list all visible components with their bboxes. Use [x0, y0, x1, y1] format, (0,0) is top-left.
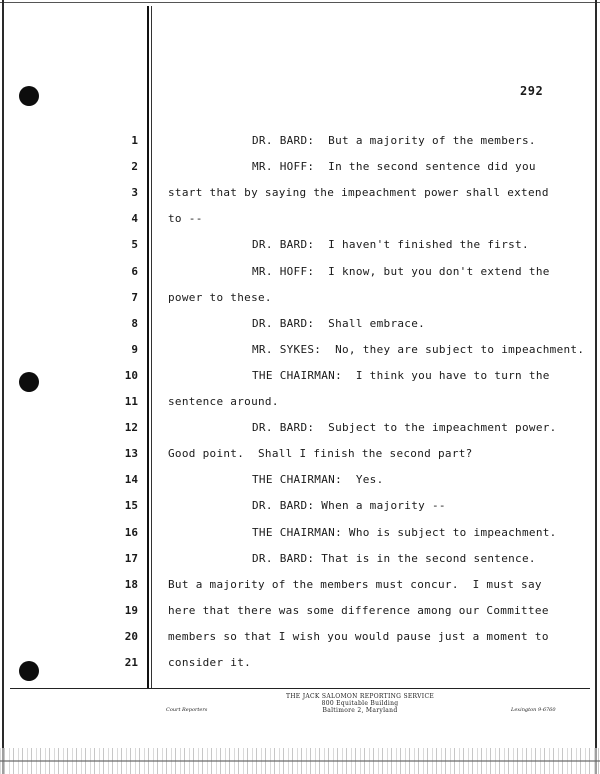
line-text: consider it.	[168, 656, 252, 669]
line-number: 3	[131, 186, 138, 200]
transcript-line	[0, 656, 600, 676]
transcript-line	[0, 160, 600, 180]
line-number: 8	[131, 316, 138, 330]
transcript-line	[0, 552, 600, 572]
reporting-service-name: THE JACK SALOMON REPORTING SERVICE	[285, 693, 435, 700]
footer-rule	[10, 688, 590, 689]
page-top-edge	[0, 2, 600, 3]
line-text: DR. BARD: When a majority --	[252, 499, 446, 513]
page-number: 292	[520, 84, 544, 98]
line-text: MR. SYKES: No, they are subject to impeachment.	[252, 342, 585, 356]
transcript-line	[0, 369, 600, 389]
line-number: 21	[124, 656, 138, 669]
transcript-line	[0, 473, 600, 493]
line-text: But a majority of the members must concur. I must say	[168, 577, 542, 591]
line-number: 4	[131, 212, 138, 226]
line-number: 6	[131, 264, 138, 278]
line-text: Good point. Shall I finish the second part?	[168, 447, 473, 461]
line-text: DR. BARD: I haven't finished the first.	[252, 238, 529, 252]
line-text: sentence around.	[168, 395, 279, 408]
line-number: 20	[124, 629, 138, 643]
line-number: 18	[124, 577, 138, 591]
transcript-line	[0, 499, 600, 519]
line-number: 2	[131, 160, 138, 174]
line-number: 7	[131, 290, 138, 304]
line-text: DR. BARD: But a majority of the members.	[252, 134, 536, 147]
footer-left-label: Court Reporters	[166, 707, 208, 713]
line-number: 11	[124, 395, 138, 408]
line-number: 19	[124, 603, 138, 617]
line-text: to --	[168, 212, 203, 226]
line-text: here that there was some difference among our Committee	[168, 603, 549, 617]
transcript-line	[0, 395, 600, 415]
line-text: DR. BARD: That is in the second sentence.	[252, 551, 536, 565]
transcript-line	[0, 134, 600, 154]
transcript-line	[0, 578, 600, 598]
line-text: THE CHAIRMAN: Yes.	[252, 473, 384, 487]
line-number: 15	[124, 499, 138, 513]
scan-noise-line	[0, 760, 600, 762]
footer-address-line2: Baltimore 2, Maryland	[322, 707, 398, 714]
transcript-line	[0, 604, 600, 624]
transcript-line	[0, 186, 600, 206]
line-number: 12	[124, 421, 138, 435]
line-text: THE CHAIRMAN: I think you have to turn the	[252, 368, 550, 382]
line-number: 14	[124, 473, 138, 487]
line-number: 16	[124, 525, 138, 539]
punch-hole-top	[19, 86, 39, 106]
line-text: MR. HOFF: In the second sentence did you	[252, 160, 536, 174]
line-number: 10	[124, 368, 138, 382]
line-number: 5	[131, 238, 138, 252]
line-text: power to these.	[168, 290, 272, 304]
line-text: DR. BARD: Subject to the impeachment power.	[252, 421, 557, 435]
footer-center	[250, 693, 470, 714]
line-number: 9	[131, 342, 138, 356]
transcript-line	[0, 343, 600, 363]
transcript-line	[0, 238, 600, 258]
line-number: 1	[131, 134, 138, 147]
line-text: MR. HOFF: I know, but you don't extend the	[252, 264, 550, 278]
line-text: start that by saying the impeachment power shall extend	[168, 186, 549, 200]
footer-address-line1: 800 Equitable Building	[321, 700, 399, 707]
transcript-line	[0, 212, 600, 232]
line-text: THE CHAIRMAN: Who is subject to impeachment.	[252, 525, 557, 539]
transcript-line	[0, 317, 600, 337]
footer-phone: Lexington 9-6760	[511, 707, 556, 713]
transcript-line	[0, 447, 600, 467]
line-text: DR. BARD: Shall embrace.	[252, 316, 426, 330]
transcript-line	[0, 265, 600, 285]
transcript-line	[0, 421, 600, 441]
line-number: 13	[124, 447, 138, 461]
transcript-line	[0, 630, 600, 650]
line-number: 17	[124, 551, 138, 565]
transcript-line	[0, 526, 600, 546]
line-text: members so that I wish you would pause just a moment to	[168, 629, 549, 643]
transcript-line	[0, 291, 600, 311]
